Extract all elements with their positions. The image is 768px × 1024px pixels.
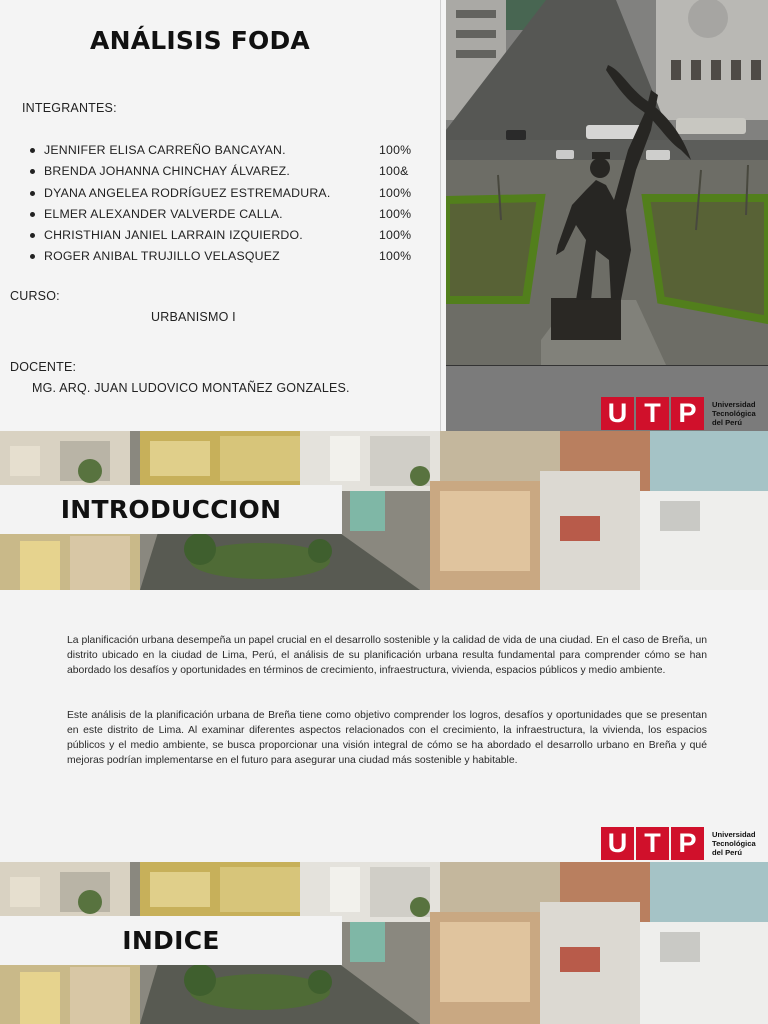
section-heading: INTRODUCCION	[0, 485, 342, 534]
member-percentage: 100%	[379, 185, 412, 200]
members-label: INTEGRANTES:	[22, 101, 117, 115]
teacher-name: MG. ARQ. JUAN LUDOVICO MONTAÑEZ GONZALES.	[32, 381, 350, 395]
intro-banner	[0, 431, 768, 590]
member-name: ROGER ANIBAL TRUJILLO VELASQUEZ	[44, 249, 280, 264]
member-percentage: 100%	[379, 249, 412, 264]
statue-plaza-image	[446, 0, 768, 365]
intro-paragraph-2: Este análisis de la planificación urbana de Breña tiene como objetivo comprender los logros, desafíos y oportunidades que se presentan en este distrito de Lima. Al examinar diferentes aspectos relacionados con el crecimiento, la infraestructura, la vivienda, los espacios públicos y el medio ambiente, se busca proporcionar una visión integral de cómo se ha abordado el desarrollo urbano en Breña y qué mejoras podrían implementarse en el futuro para asegurar una ciudad más sostenible y habitable.	[67, 710, 707, 766]
bullet-icon	[30, 148, 35, 153]
logo-line: Tecnológica	[712, 409, 756, 418]
cover-page	[0, 0, 768, 431]
logo-university-name	[712, 830, 756, 857]
members-list	[30, 141, 420, 269]
course-label: CURSO:	[10, 289, 60, 303]
logo-line: Universidad	[712, 830, 756, 839]
bullet-icon	[30, 233, 35, 238]
logo-letter: P	[671, 397, 704, 430]
logo-letter: P	[671, 827, 704, 860]
logo-line: Universidad	[712, 400, 756, 409]
list-item	[30, 184, 420, 205]
member-name: DYANA ANGELEA RODRÍGUEZ ESTREMADURA.	[44, 185, 331, 200]
member-percentage: 100%	[379, 228, 412, 243]
logo-letter: T	[636, 397, 669, 430]
utp-logo	[601, 827, 756, 860]
logo-university-name	[712, 400, 756, 427]
logo-letter: U	[601, 397, 634, 430]
logo-line: Tecnológica	[712, 839, 756, 848]
logo-line: del Perú	[712, 418, 742, 427]
list-item	[30, 226, 420, 247]
list-item	[30, 162, 420, 183]
teacher-label: DOCENTE:	[10, 360, 77, 374]
bullet-icon	[30, 212, 35, 217]
member-percentage: 100%	[379, 206, 412, 221]
member-name: ELMER ALEXANDER VALVERDE CALLA.	[44, 206, 283, 221]
index-banner	[0, 862, 768, 1024]
section-heading: INDICE	[0, 916, 342, 965]
cover-photo	[446, 0, 768, 365]
logo-letter: T	[636, 827, 669, 860]
list-item	[30, 141, 420, 162]
member-name: BRENDA JOHANNA CHINCHAY ÁLVAREZ.	[44, 164, 291, 179]
list-item	[30, 205, 420, 226]
logo-letter: U	[601, 827, 634, 860]
introduction-page	[0, 590, 768, 863]
utp-logo	[601, 397, 756, 430]
bullet-icon	[30, 169, 35, 174]
course-name: URBANISMO I	[151, 310, 236, 324]
member-percentage: 100&	[379, 164, 409, 179]
page-title: ANÁLISIS FODA	[90, 26, 310, 55]
intro-paragraph-1: La planificación urbana desempeña un papel crucial en el desarrollo sostenible y la calidad de vida de una ciudad. En el caso de Breña, un distrito ubicado en la ciudad de Lima, Perú, el análisis de su planificación urbana resulta fundamental para comprender cómo se han abordado los desafíos y oportunidades en términos de crecimiento, infraestructura, vivienda, espacios públicos y medio ambiente.	[67, 635, 707, 676]
cover-text-panel	[0, 0, 441, 431]
bullet-icon	[30, 254, 35, 259]
list-item	[30, 247, 420, 268]
member-percentage: 100%	[379, 143, 412, 157]
member-name: CHRISTHIAN JANIEL LARRAIN IZQUIERDO.	[44, 228, 303, 243]
member-name: JENNIFER ELISA CARREÑO BANCAYAN.	[44, 143, 286, 157]
logo-line: del Perú	[712, 848, 742, 857]
bullet-icon	[30, 191, 35, 196]
